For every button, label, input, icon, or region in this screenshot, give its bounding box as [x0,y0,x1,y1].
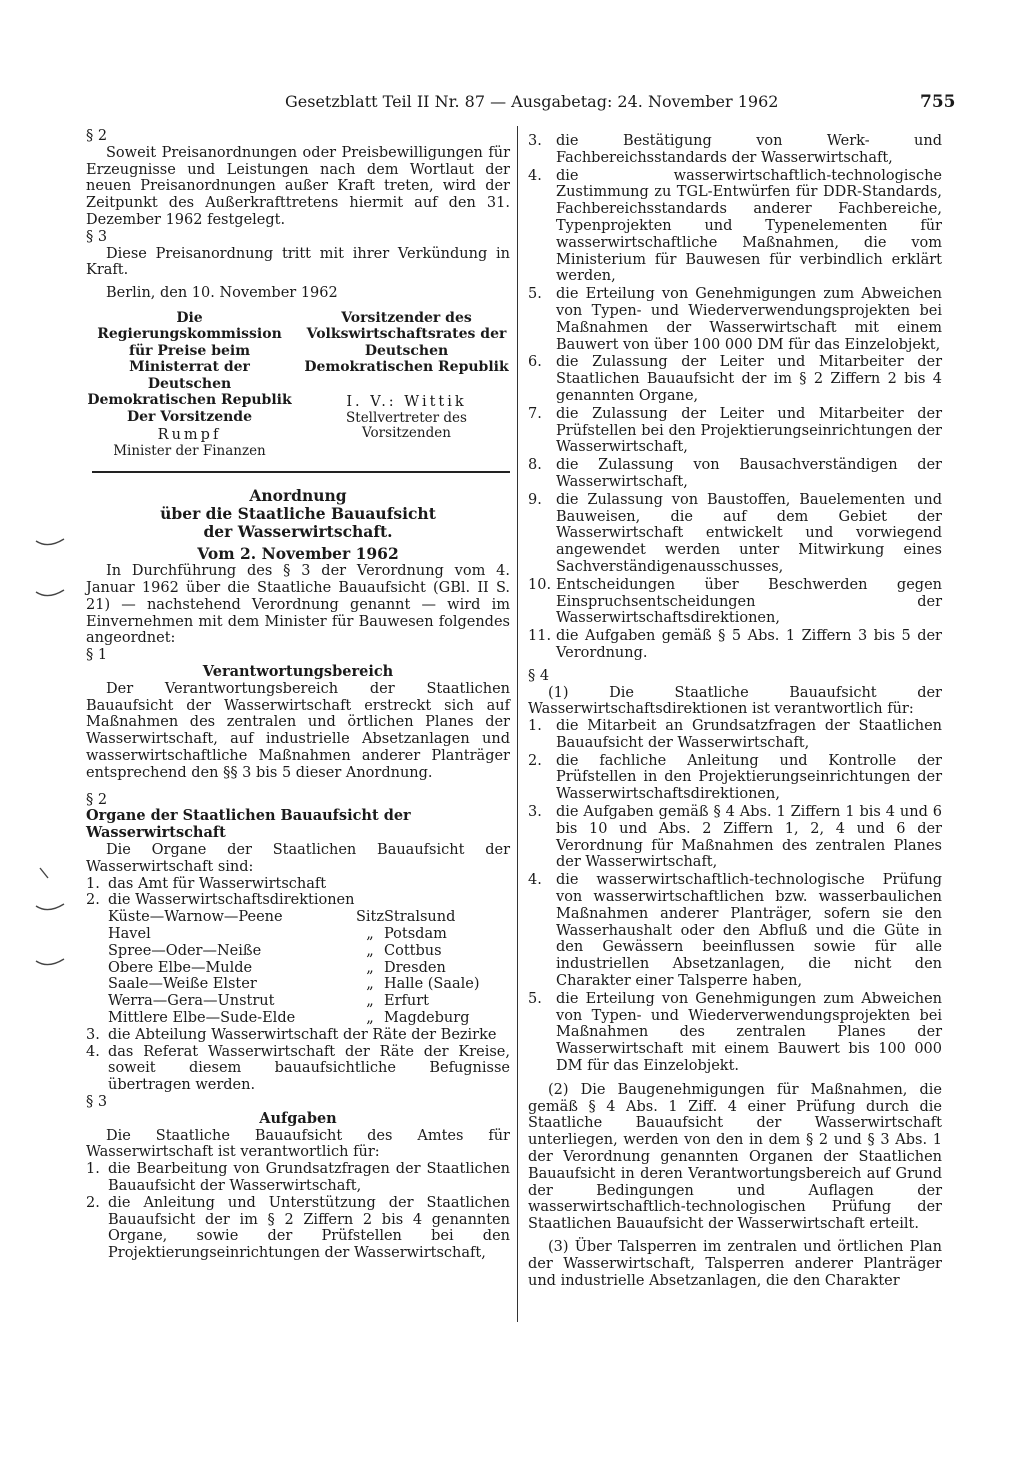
paragraph-number: § 3 [86,1093,108,1110]
list-item: 5. die Erteilung von Genehmigungen zum Abweichen von Typen- und Wiederverwendungsprojekten bei Maßnahmen der Wasserwirtschaft mit einem Bauwert von über 100 000 DM für das Einzelobjekt, [528,286,942,353]
table-row: Küste—Warnow—Peene Sitz Stralsund [108,909,456,926]
paragraph-text: (3) Über Talsperren im zentralen und örtlichen Plan der Wasserwirtschaft, Talsperren anderer Planträger und industrielle Absetzanlagen, die den Charakter [528,1239,942,1289]
paragraph-number: § 2 [86,128,108,144]
paragraph-number: § 3 [86,228,108,245]
table-row: Obere Elbe—Mulde „ Dresden [108,959,446,976]
tasks-list-continued [528,133,942,662]
paragraph-text: (2) Die Baugenehmigungen für Maßnahmen, die gemäß § 4 Abs. 1 Ziff. 4 einer Prüfung durch die Staatliche Bauaufsicht der Wasserwirtschaft unterliegen, werden von den in dem § 2 und § 3 Abs. 1 der Verordnung genannten Organen der Staatlichen Bauaufsicht in deren Verantwortungsbereich auf Grund der Bedingungen und Auflagen der wasserwirtschaftlich-technologischen Prüfung der Staatlichen Bauaufsicht der Wasserwirtschaft erteilt. [528,1081,942,1233]
signature-left [86,310,293,459]
list-item: 5. die Erteilung von Genehmigungen zum Abweichen von Typen- und Wiederverwendungsprojekten bei Maßnahmen des zentralen Planes der Wasserwirtschaft mit einem Bauwert bis 100 000 DM für das Einzelobjekt. [528,990,942,1075]
responsibilities-list [528,718,942,1075]
list-item: 4. die wasserwirtschaftlich-technologische Prüfung von wasserwirtschaftlichen bzw. wasserbaulichen Maßnahmen anderer Planträger, sofern sie den Wasserhaushalt oder den Abfluß und die Güte in den Gewässern beeinflussen sowie für alle industriellen Absetzanlagen, die nicht den Charakter einer Talsperre haben, [528,872,942,990]
paragraph-text: Diese Preisanordnung tritt mit ihrer Verkündung in Kraft. [86,245,510,279]
signature-right [303,310,510,459]
left-column [86,128,510,1262]
signatory-organization: Vorsitzender des Volkswirtschaftsrates der Deutschen Demokratischen Republik [304,309,509,376]
column-divider [517,126,518,1322]
list-item: 7. die Zulassung der Leiter und Mitarbeiter der Prüfstellen bei den Projektierungseinrichtungen der Wasserwirtschaft, [528,405,942,456]
paragraph-number: § 1 [86,647,108,664]
organs-list-continued [86,1027,510,1094]
place-date: Berlin, den 10. November 1962 [106,285,338,302]
table-row: Werra—Gera—Unstrut „ Erfurt [108,993,429,1010]
signatory-name: Rumpf [157,427,222,444]
table-row: Saale—Weiße Elster „ Halle (Saale) [108,976,480,993]
running-header: Gesetzblatt Teil II Nr. 87 — Ausgabetag: 24. November 1962 [285,92,779,111]
list-item: 3. die Abteilung Wasserwirtschaft der Räte der Bezirke [86,1026,497,1043]
paragraph-number: § 2 [86,791,108,808]
list-item: 1. das Amt für Wasserwirtschaft [86,875,327,892]
list-item: 8. die Zulassung von Bausachverständigen der Wasserwirtschaft, [528,457,942,490]
tasks-list [86,1161,510,1262]
list-item: 1. die Bearbeitung von Grundsatzfragen der Staatlichen Bauaufsicht der Wasserwirtschaft, [86,1161,510,1194]
list-item: 4. das Referat Wasserwirtschaft der Räte der Kreise, soweit diesem bauaufsichtliche Befugnisse übertragen werden. [86,1043,510,1094]
list-item: 2. die Wasserwirtschaftsdirektionen [86,892,355,909]
list-item: 4. die wasserwirtschaftlich-technologische Zustimmung zu TGL-Entwürfen für DDR-Standards, Fachbereichsstandards anderer Fachbereiche, Typenprojekten und Typenelementen für wasserwirtschaftliche Maßnahmen, die vom Ministerium für Bauwesen für verbindlich erklärt werden, [528,167,942,285]
paragraph-text: Soweit Preisanordnungen oder Preisbewilligungen für Erzeugnisse und Leistungen nach dem Wortlaut der neuen Preisanordnungen außer Kraft treten, wird der Zeitpunkt des Außerkrafttretens hiermit auf den 31. Dezember 1962 festgelegt. [86,144,510,228]
signatory-role: Minister der Finanzen [113,443,266,460]
list-item: 10. Entscheidungen über Beschwerden gegen Einspruchsentscheidungen der Wasserwirtschaftsdirektionen, [528,576,942,627]
table-row: Havel „ Potsdam [108,926,447,942]
signatory-organization: Die Regierungskommission für Preise beim Ministerrat der Deutschen Demokratischen Republik Der Vorsitzende [87,309,292,425]
list-item: 9. die Zulassung von Baustoffen, Bauelementen und Bauweisen, die auf dem Gebiet der Wasserwirtschaft entwickelt und vorwiegend angewendet werden unter Mitwirkung eines Sachverständigenausschusses, [528,491,942,575]
list-item: 2. die Anleitung und Unterstützung der Staatlichen Bauaufsicht der im § 2 Ziffern 2 bis 4 genannten Organe, sowie der Prüfstellen bei den Projektierungseinrichtungen der Wasserwirtschaft, [86,1194,510,1262]
order-title: über die Staatliche Bauaufsicht [160,504,436,524]
section-heading: Verantwortungsbereich [202,663,394,681]
section-rule [92,471,510,473]
order-title: der Wasserwirtschaft. [203,522,393,542]
paragraph-text: Der Verantwortungsbereich der Staatlichen Bauaufsicht der Wasserwirtschaft erstreckt sich auf Maßnahmen des zentralen und örtlichen Planes der Wasserwirtschaft, auf industrielle Absetzanlagen und wasserwirtschaftliche Maßnahmen anderer Planträger entsprechend den §§ 3 bis 5 dieser Anordnung. [86,680,510,781]
paragraph-text: (1) Die Staatliche Bauaufsicht der Wasserwirtschaftsdirektionen ist verantwortlich für: [528,684,942,718]
signatory-name: I. V.: Wittik [346,393,467,410]
order-title: Anordnung [249,486,347,506]
order-intro: In Durchführung des § 3 der Verordnung vom 4. Januar 1962 über die Staatliche Bauaufsicht (GBl. II S. 21) — nachstehend Verordnung genannt — wird im Einvernehmen mit dem Minister für Bauwesen folgendes angeordnet: [86,563,510,647]
organs-list [86,876,510,910]
list-item: 1. die Mitarbeit an Grundsatzfragen der Staatlichen Bauaufsicht der Wasserwirtschaft, [528,718,942,751]
margin-tick-mark [34,955,68,969]
signature-block [86,310,510,459]
table-row: Mittlere Elbe—Sude-Elde „ Magdeburg [108,1009,470,1026]
section-heading: Aufgaben [259,1109,337,1127]
list-item: 3. die Bestätigung von Werk- und Fachbereichsstandards der Wasserwirtschaft, [528,133,942,166]
order-date: Vom 2. November 1962 [197,544,399,564]
margin-tick-mark [34,535,68,549]
section-heading: Organe der Staatlichen Bauaufsicht der Wasserwirtschaft [86,807,411,842]
list-item: 2. die fachliche Anleitung und Kontrolle der Prüfstellen in den Projektierungseinrichtungen der Wasserwirtschaftsdirektionen, [528,752,942,803]
directorates-table [108,909,488,1027]
margin-tick-mark [34,866,68,880]
list-item: 3. die Aufgaben gemäß § 4 Abs. 1 Ziffern 1 bis 4 und 6 bis 10 und Abs. 2 Ziffern 1, 2, 4 und 6 der Verordnung für Maßnahmen des zentralen Planes der Wasserwirtschaft, [528,804,942,871]
paragraph-text: Die Organe der Staatlichen Bauaufsicht der Wasserwirtschaft sind: [86,842,510,875]
right-column [528,133,942,1289]
signatory-role: Stellvertreter des Vorsitzenden [346,409,467,441]
table-row: Spree—Oder—Neiße „ Cottbus [108,942,442,959]
list-item: 11. die Aufgaben gemäß § 5 Abs. 1 Ziffern 3 bis 5 der Verordnung. [528,628,942,661]
paragraph-number: § 4 [528,667,550,684]
list-item: 6. die Zulassung der Leiter und Mitarbeiter der Staatlichen Bauaufsicht der im § 2 Ziffern 2 bis 4 genannten Organe, [528,354,942,404]
paragraph-text: Die Staatliche Bauaufsicht des Amtes für Wasserwirtschaft ist verantwortlich für: [86,1127,510,1161]
margin-tick-mark [34,900,68,914]
page-number: 755 [920,92,956,112]
margin-tick-mark [34,586,68,600]
